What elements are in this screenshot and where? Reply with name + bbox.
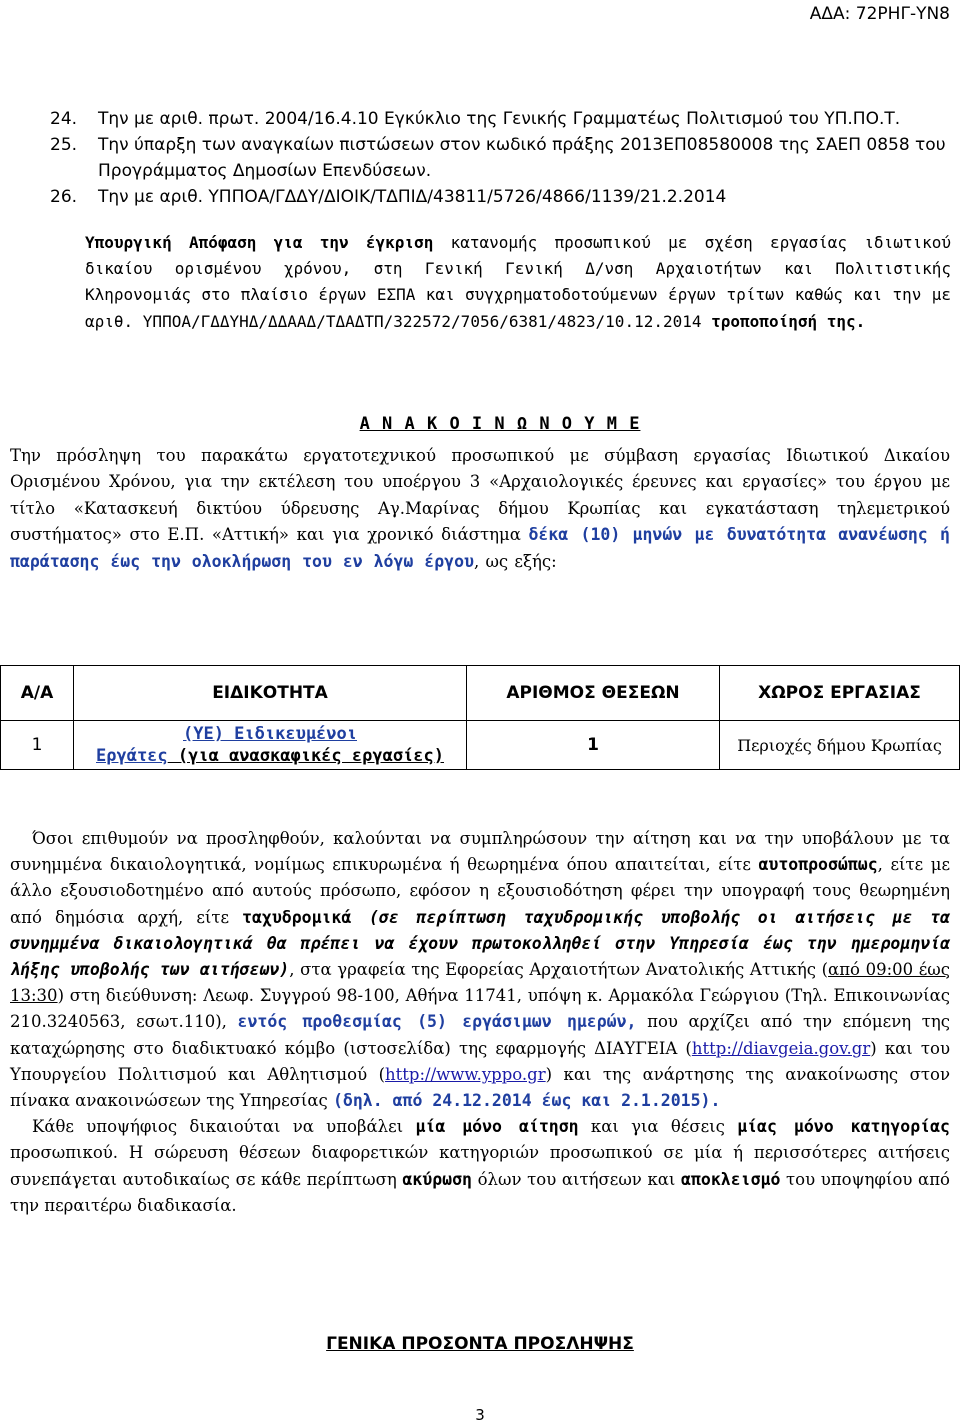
list-item-text: Την ύπαρξη των αναγκαίων πιστώσεων στον κωδικό πράξης 2013ΕΠ08580008 της ΣΑΕΠ 0858 του Προγράμματος Δημοσίων Επενδύσεων. bbox=[98, 135, 946, 181]
amendment-label: τροποποίησή της. bbox=[711, 311, 866, 331]
postal-label: ταχυδρομικά bbox=[242, 907, 352, 927]
office-hours: από 09:00 έως 13:30 bbox=[10, 960, 950, 1006]
bold-span: μία μόνο αίτηση bbox=[415, 1117, 579, 1137]
text-span: ) και του Υπουργείου Πολιτισμού και Αθλητισμού ( bbox=[10, 1038, 951, 1084]
text-span: προσωπικού. Η σώρευση θέσεων διαφορετικών κατηγοριών προσωπικού σε μία ή περισσότερες αιτήσεις συνεπάγεται αυτοδικαίως σε κάθε περίπτωση bbox=[10, 1143, 950, 1189]
announcement-heading: Α Ν Α Κ Ο Ι Ν Ω Ν Ο Υ Μ Ε bbox=[359, 414, 641, 434]
text-span: και για θέσεις bbox=[578, 1117, 738, 1137]
list-item-number: 26. bbox=[50, 187, 78, 207]
list-item bbox=[50, 184, 950, 210]
text-span: Κάθε υποψήφιος δικαιούται να υποβάλει bbox=[32, 1117, 416, 1137]
general-qualifications-title: ΓΕΝΙΚΑ ΠΡΟΣΟΝΤΑ ΠΡΟΣΛΗΨΗΣ bbox=[326, 1334, 634, 1354]
diavgeia-link[interactable]: http://diavgeia.gov.gr bbox=[691, 1038, 871, 1058]
list-item-text: Την με αριθ. πρωτ. 2004/16.4.10 Εγκύκλιο της Γενικής Γραμματέως Πολιτισμού του ΥΠ.ΠΟ.Τ. bbox=[98, 109, 901, 129]
postal-note: (σε περίπτωση ταχυδρομικής υποβολής οι αιτήσεις με τα συνημμένα δικαιολογητικά θα πρέπει να έχουν πρωτοκολληθεί στην Υπηρεσία έως την ημερομηνία λήξης υποβολής των αιτήσεων) bbox=[10, 907, 950, 980]
recruitment-text: Την πρόσληψη του παρακάτω εργατοτεχνικού προσωπικού με σύμβαση εργασίας Ιδιωτικού Δικαίου Ορισμένου Χρόνου, για την εκτέλεση του υποέργου 3 «Αρχαιολογικές έρευνες και εργασίες» του έργου με τίτλο «Κατασκευή δικτύου ύδρευσης Αγ.Μαρίνας δήμου Κρωπίας και εγκατάσταση τηλεμετρικού συστήματος» στο Ε.Π. «Αττική» και για χρονικό διάστημα bbox=[10, 446, 950, 545]
bold-span: ακύρωση bbox=[402, 1169, 472, 1189]
text-span: ) και της ανάρτησης της ανακοίνωσης στον πίνακα ανακοινώσεων της Υπηρεσίας bbox=[10, 1064, 950, 1111]
submission-paragraph bbox=[10, 826, 950, 1114]
bold-span: μίας μόνο κατηγορίας bbox=[737, 1117, 950, 1137]
text-span: ) στη διεύθυνση: Λεωφ. Συγγρού 98-100, Αθήνα 11741, υπόψη κ. Αρμακόλα Γεώργιου (Τηλ. Επικοινωνίας 210.3240563, εσωτ.110), bbox=[10, 986, 950, 1032]
recruitment-end: , ως εξής: bbox=[473, 551, 557, 571]
list-item-text: Την με αριθ. ΥΠΠΟΑ/ΓΔΔΥ/ΔΙΟΙΚ/ΤΔΠΙΔ/43811/5726/4866/1139/21.2.2014 bbox=[98, 187, 727, 207]
cell-specialty bbox=[74, 721, 467, 770]
text-span: που αρχίζει από την επόμενη της καταχώρησης στο διαδικτυακό κόμβο (ιστοσελίδα) της εφαρμογής ΔΙΑΥΓΕΙΑ ( bbox=[10, 1012, 950, 1058]
text-span: , στα γραφεία της Εφορείας Αρχαιοτήτων Ανατολικής Αττικής ( bbox=[289, 960, 829, 980]
list-item-number: 25. bbox=[50, 135, 78, 155]
header-workplace: ΧΩΡΟΣ ΕΡΓΑΣΙΑΣ bbox=[720, 666, 960, 721]
duration-highlight: δέκα (10) μηνών με δυνατότητα ανανέωσης ή παράτασης έως την ολοκλήρωση του εν λόγω έργου bbox=[10, 525, 950, 571]
item26-continuation bbox=[85, 230, 951, 335]
header-specialty: ΕΙΔΙΚΟΤΗΤΑ bbox=[74, 666, 467, 721]
list-item bbox=[50, 132, 950, 184]
in-person-label: αυτοπροσώπως bbox=[758, 855, 878, 875]
recruitment-paragraph bbox=[10, 443, 950, 575]
ministerial-decision-label: Υπουργική Απόφαση για την έγκριση bbox=[85, 233, 434, 252]
yppo-link[interactable]: http://www.yppo.gr bbox=[385, 1064, 546, 1084]
specialty-note: (για ανασκαφικές εργασίες) bbox=[167, 746, 444, 766]
dates-highlight: (δηλ. από 24.12.2014 έως και 2.1.2015). bbox=[332, 1091, 721, 1111]
ada-code: ΑΔΑ: 72ΡΗΓ-ΥΝ8 bbox=[809, 4, 950, 24]
bold-span: αποκλεισμό bbox=[681, 1169, 781, 1189]
text-span: όλων του αιτήσεων και bbox=[471, 1169, 682, 1189]
header-aa: Α/Α bbox=[1, 666, 74, 721]
considerations-list bbox=[50, 106, 950, 210]
list-item bbox=[50, 106, 950, 132]
cell-aa: 1 bbox=[1, 721, 74, 770]
page-number: 3 bbox=[475, 1406, 485, 1424]
deadline-highlight: εντός προθεσμίας (5) εργάσιμων ημερών, bbox=[237, 1012, 637, 1032]
submission-section bbox=[10, 826, 950, 1219]
specialty-category: (ΥΕ) Ειδικευμένοι bbox=[183, 724, 357, 744]
item26-text: κατανομής προσωπικού με σχέση εργασίας ιδιωτικού δικαίου ορισμένου χρόνου, στη Γενική Γενική Δ/νση Αρχαιοτήτων και Πολιτιστικής Κληρονομιάς στο πλαίσιο έργων ΕΣΠΑ και συγχρηματοδοτούμενων έργων τρίτων καθώς και την με αριθ. ΥΠΠΟΑ/ΓΔΔΥΗΔ/ΔΔΑΑΔ/ΤΔΑΔΤΠ/322572/7056/6381/4823/10.12.2014 bbox=[85, 233, 951, 331]
table-header-row bbox=[1, 666, 960, 721]
positions-table bbox=[0, 665, 960, 770]
text-span: του υποψηφίου από την περαιτέρω διαδικασία. bbox=[10, 1169, 950, 1215]
text-span: , είτε με άλλο εξουσιοδοτημένο από αυτούς πρόσωπο, εφόσον η εξουσιοδότηση φέρει την υπογραφή τους θεωρημένη από δημόσια αρχή, είτε bbox=[10, 855, 950, 927]
single-application-paragraph bbox=[10, 1114, 950, 1219]
text-span: Όσοι επιθυμούν να προσληφθούν, καλούνται να συμπληρώσουν την αίτηση και να την υποβάλουν με τα συνημμένα δικαιολογητικά, νομίμως επικυρωμένα ή θεωρημένα όπου απαιτείται, είτε bbox=[10, 829, 950, 875]
list-item-number: 24. bbox=[50, 109, 78, 129]
specialty-workers: Εργάτες bbox=[96, 746, 168, 766]
cell-positions: 1 bbox=[467, 721, 720, 770]
table-row bbox=[1, 721, 960, 770]
header-positions: ΑΡΙΘΜΟΣ ΘΕΣΕΩΝ bbox=[467, 666, 720, 721]
cell-workplace: Περιοχές δήμου Κρωπίας bbox=[720, 721, 960, 770]
